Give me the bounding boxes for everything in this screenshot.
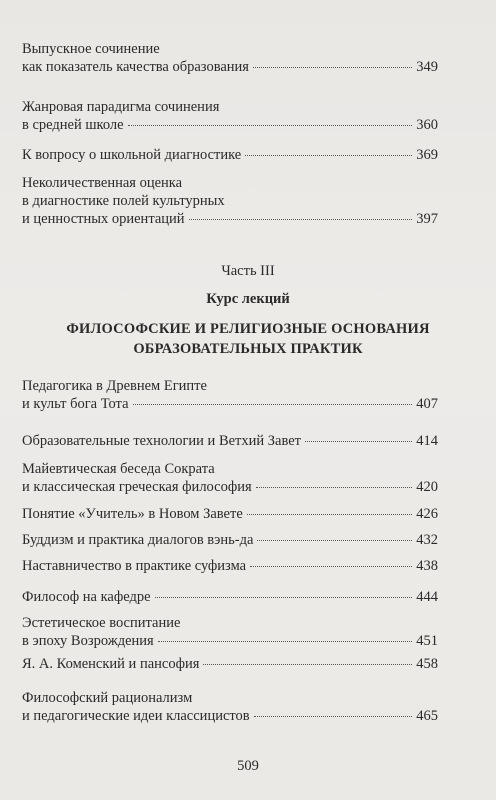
toc-entry [22, 505, 438, 523]
dot-leader [245, 155, 412, 156]
toc-entry-line [22, 531, 438, 549]
toc-entry-title: и культ бога Тота [22, 396, 129, 412]
toc-entry-line [22, 116, 438, 134]
toc-entry [22, 531, 438, 549]
toc-entry-line [22, 655, 438, 673]
toc-entry-title: Майевтическая беседа Сократа [22, 461, 215, 477]
toc-entry-line [22, 210, 438, 228]
toc-entry-line [22, 478, 438, 496]
part-subtitle: Курс лекций [206, 291, 290, 307]
dot-leader [247, 514, 412, 515]
toc-entry-title: Философский рационализм [22, 690, 193, 706]
toc-entry-title: Неколичественная оценка [22, 175, 183, 191]
toc-entry-title: Буддизм и практика диалогов вэнь-да [22, 532, 254, 548]
toc-entry-title: Философ на кафедре [22, 589, 151, 605]
toc-entry-line [22, 707, 438, 725]
dot-leader [257, 540, 412, 541]
part-label: Часть III [221, 263, 275, 279]
toc-page-number: 458 [416, 656, 438, 672]
toc-entry-line [22, 146, 438, 164]
dot-leader [133, 404, 413, 405]
dot-leader [155, 597, 413, 598]
toc-page-number: 407 [416, 396, 438, 412]
toc-entry [22, 655, 438, 673]
toc-entry-title: Образовательные технологии и Ветхий Завет [22, 433, 302, 449]
toc-entry-title: Педагогика в Древнем Египте [22, 378, 207, 394]
page-number: 509 [237, 758, 259, 774]
toc-entry-line [22, 98, 438, 116]
toc-entry-line [22, 588, 438, 606]
toc-entry-title: как показатель качества образования [22, 59, 249, 75]
toc-entry-title: Эстетическое воспитание [22, 615, 181, 631]
toc-entry-title: в диагностике полей культурных [22, 193, 225, 209]
toc-entry-title: Наставничество в практике суфизма [22, 558, 247, 574]
toc-page-number: 451 [416, 633, 438, 649]
toc-page-number: 360 [416, 117, 438, 133]
toc-entry [22, 40, 438, 76]
toc-entry-line [22, 614, 438, 632]
toc-entry-line [22, 632, 438, 650]
toc-entry-title: Я. А. Коменский и пансофия [22, 656, 200, 672]
dot-leader [254, 716, 413, 717]
toc-page-number: 444 [416, 589, 438, 605]
toc-entry [22, 98, 438, 134]
toc-entry-line [22, 432, 438, 450]
toc-entry [22, 557, 438, 575]
toc-entry [22, 614, 438, 650]
toc-entry-line [22, 557, 438, 575]
dot-leader [158, 641, 413, 642]
toc-entry [22, 146, 438, 164]
toc-entry-title: и ценностных ориентаций [22, 211, 185, 227]
toc-entry [22, 460, 438, 496]
toc-page-number: 438 [416, 558, 438, 574]
toc-page-number: 349 [416, 59, 438, 75]
dot-leader [253, 67, 412, 68]
toc-entry-title: Выпускное сочинение [22, 41, 160, 57]
dot-leader [256, 487, 413, 488]
toc-entry-title: в эпоху Возрождения [22, 633, 154, 649]
toc-entry-line [22, 377, 438, 395]
dot-leader [305, 441, 412, 442]
toc-entry [22, 588, 438, 606]
dot-leader [128, 125, 413, 126]
toc-entry-title: К вопросу о школьной диагностике [22, 147, 242, 163]
toc-entry-line [22, 460, 438, 478]
toc-entry-line [22, 174, 438, 192]
toc-entry-title: Понятие «Учитель» в Новом Завете [22, 506, 243, 522]
toc-page-number: 465 [416, 708, 438, 724]
toc-page-number: 432 [416, 532, 438, 548]
toc-entry-line [22, 689, 438, 707]
toc-entry-line [22, 395, 438, 413]
part-title-line1: ФИЛОСОФСКИЕ И РЕЛИГИОЗНЫЕ ОСНОВАНИЯ [66, 321, 430, 337]
dot-leader [189, 219, 413, 220]
toc-entry [22, 689, 438, 725]
dot-leader [203, 664, 412, 665]
toc-entry-title: и классическая греческая философия [22, 479, 252, 495]
toc-page-number: 414 [416, 433, 438, 449]
toc-entry-line [22, 505, 438, 523]
toc-page-number: 397 [416, 211, 438, 227]
dot-leader [250, 566, 412, 567]
toc-entry [22, 377, 438, 413]
toc-entry-title: Жанровая парадигма сочинения [22, 99, 220, 115]
toc-page-number: 420 [416, 479, 438, 495]
toc-entry [22, 174, 438, 228]
toc-page-number: 426 [416, 506, 438, 522]
toc-entry [22, 432, 438, 450]
part-title-line2: ОБРАЗОВАТЕЛЬНЫХ ПРАКТИК [133, 341, 363, 357]
toc-entry-line [22, 40, 438, 58]
toc-entry-line [22, 192, 438, 210]
toc-entry-line [22, 58, 438, 76]
toc-entry-title: и педагогические идеи классицистов [22, 708, 250, 724]
toc-page-number: 369 [416, 147, 438, 163]
toc-entry-title: в средней школе [22, 117, 124, 133]
